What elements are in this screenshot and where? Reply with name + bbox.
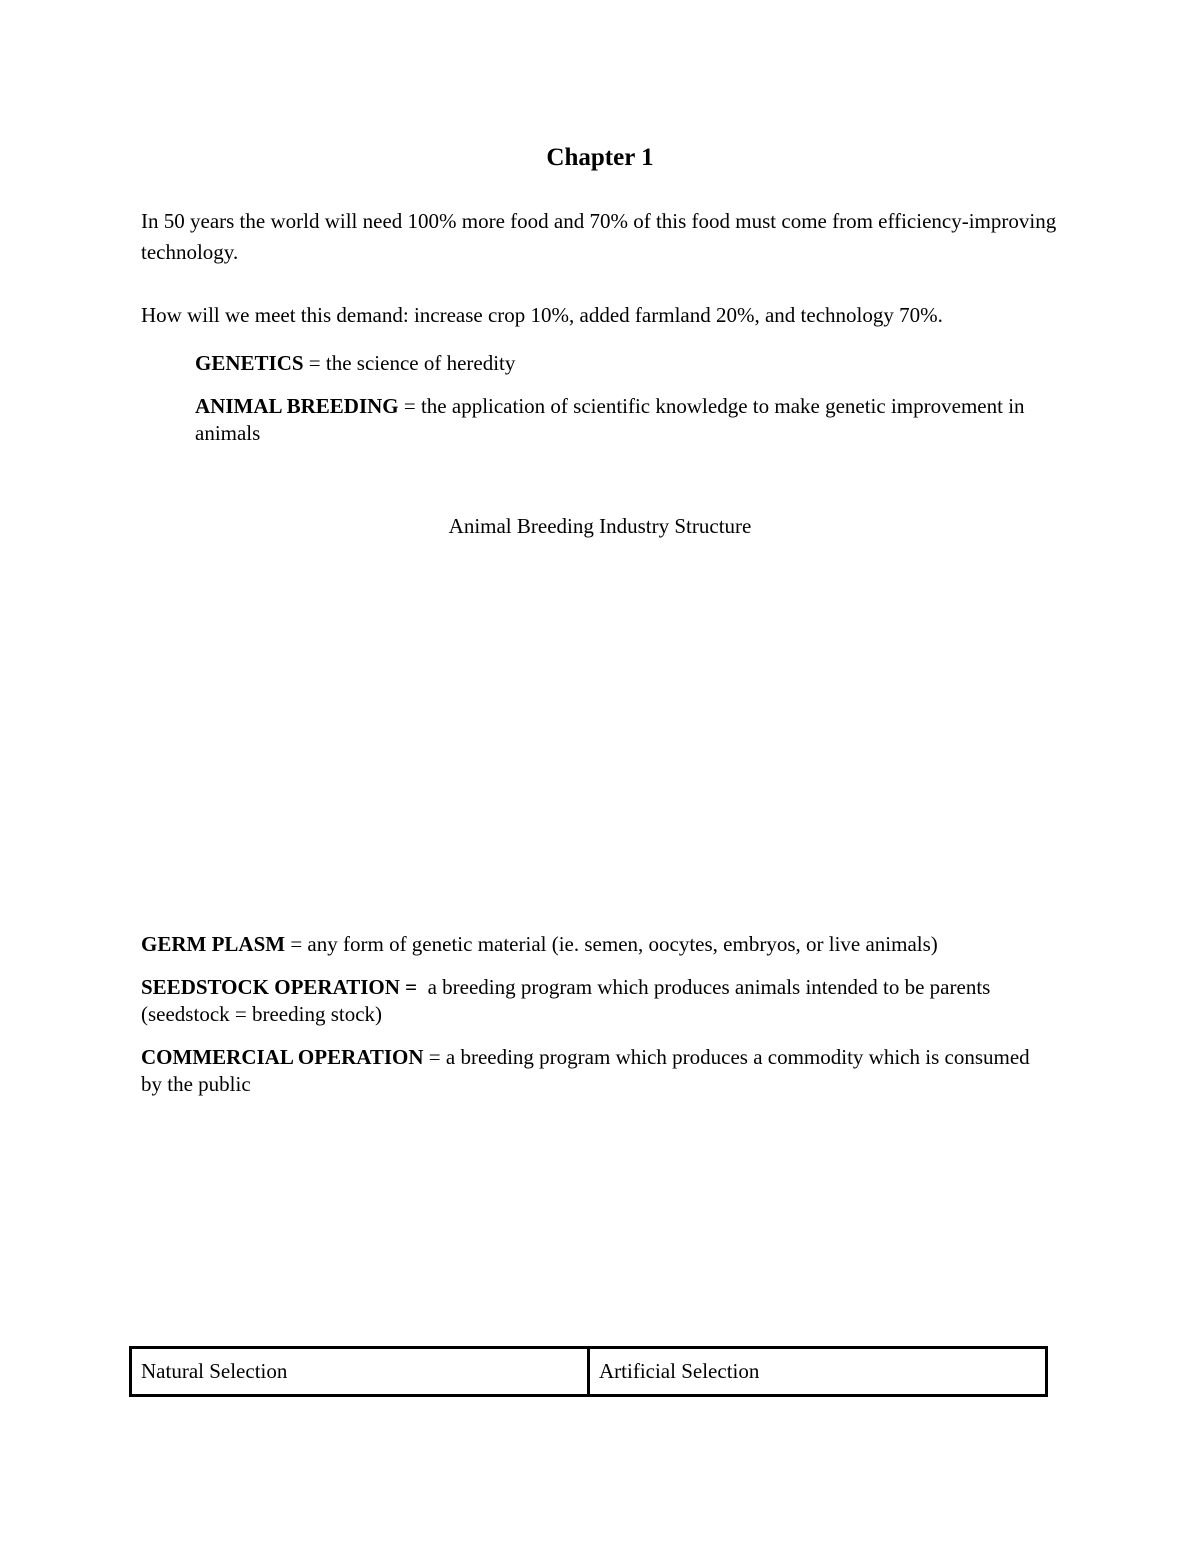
definition-term: COMMERCIAL OPERATION: [141, 1045, 424, 1069]
definition-germ-plasm: [141, 931, 1061, 958]
definition-commercial: [141, 1044, 1051, 1098]
table-cell-artificial-selection: Artificial Selection: [589, 1348, 1047, 1396]
section-label: Animal Breeding Industry Structure: [448, 514, 752, 538]
intro-paragraph: In 50 years the world will need 100% more food and 70% of this food must come from efficiency-improving technology.: [141, 209, 1057, 264]
definition-text: = the application of scientific knowledge to make genetic improvement in animals: [195, 394, 1025, 445]
definition-text: = any form of genetic material (ie. semen, oocytes, embryos, or live animals): [285, 932, 938, 956]
table-row: [131, 1348, 1047, 1396]
definition-term: GERM PLASM: [141, 932, 286, 956]
definition-text: a breeding program which produces animals intended to be parents (seedstock = breeding stock): [141, 975, 996, 1026]
definition-genetics: [195, 350, 1055, 377]
chapter-title: Chapter 1: [546, 144, 654, 171]
definition-text: = a breeding program which produces a commodity which is consumed by the public: [141, 1045, 1030, 1096]
definition-term: GENETICS: [195, 351, 304, 375]
table-cell-natural-selection: Natural Selection: [131, 1348, 589, 1396]
definition-animal-breeding: [195, 393, 1055, 447]
definition-term: SEEDSTOCK OPERATION =: [141, 975, 418, 999]
demand-paragraph: How will we meet this demand: increase crop 10%, added farmland 20%, and technology 70%.: [141, 303, 943, 327]
definition-text: = the science of heredity: [303, 351, 516, 375]
selection-table: [129, 1346, 1048, 1397]
definition-seedstock: [141, 974, 1041, 1028]
definition-term: ANIMAL BREEDING: [195, 394, 399, 418]
